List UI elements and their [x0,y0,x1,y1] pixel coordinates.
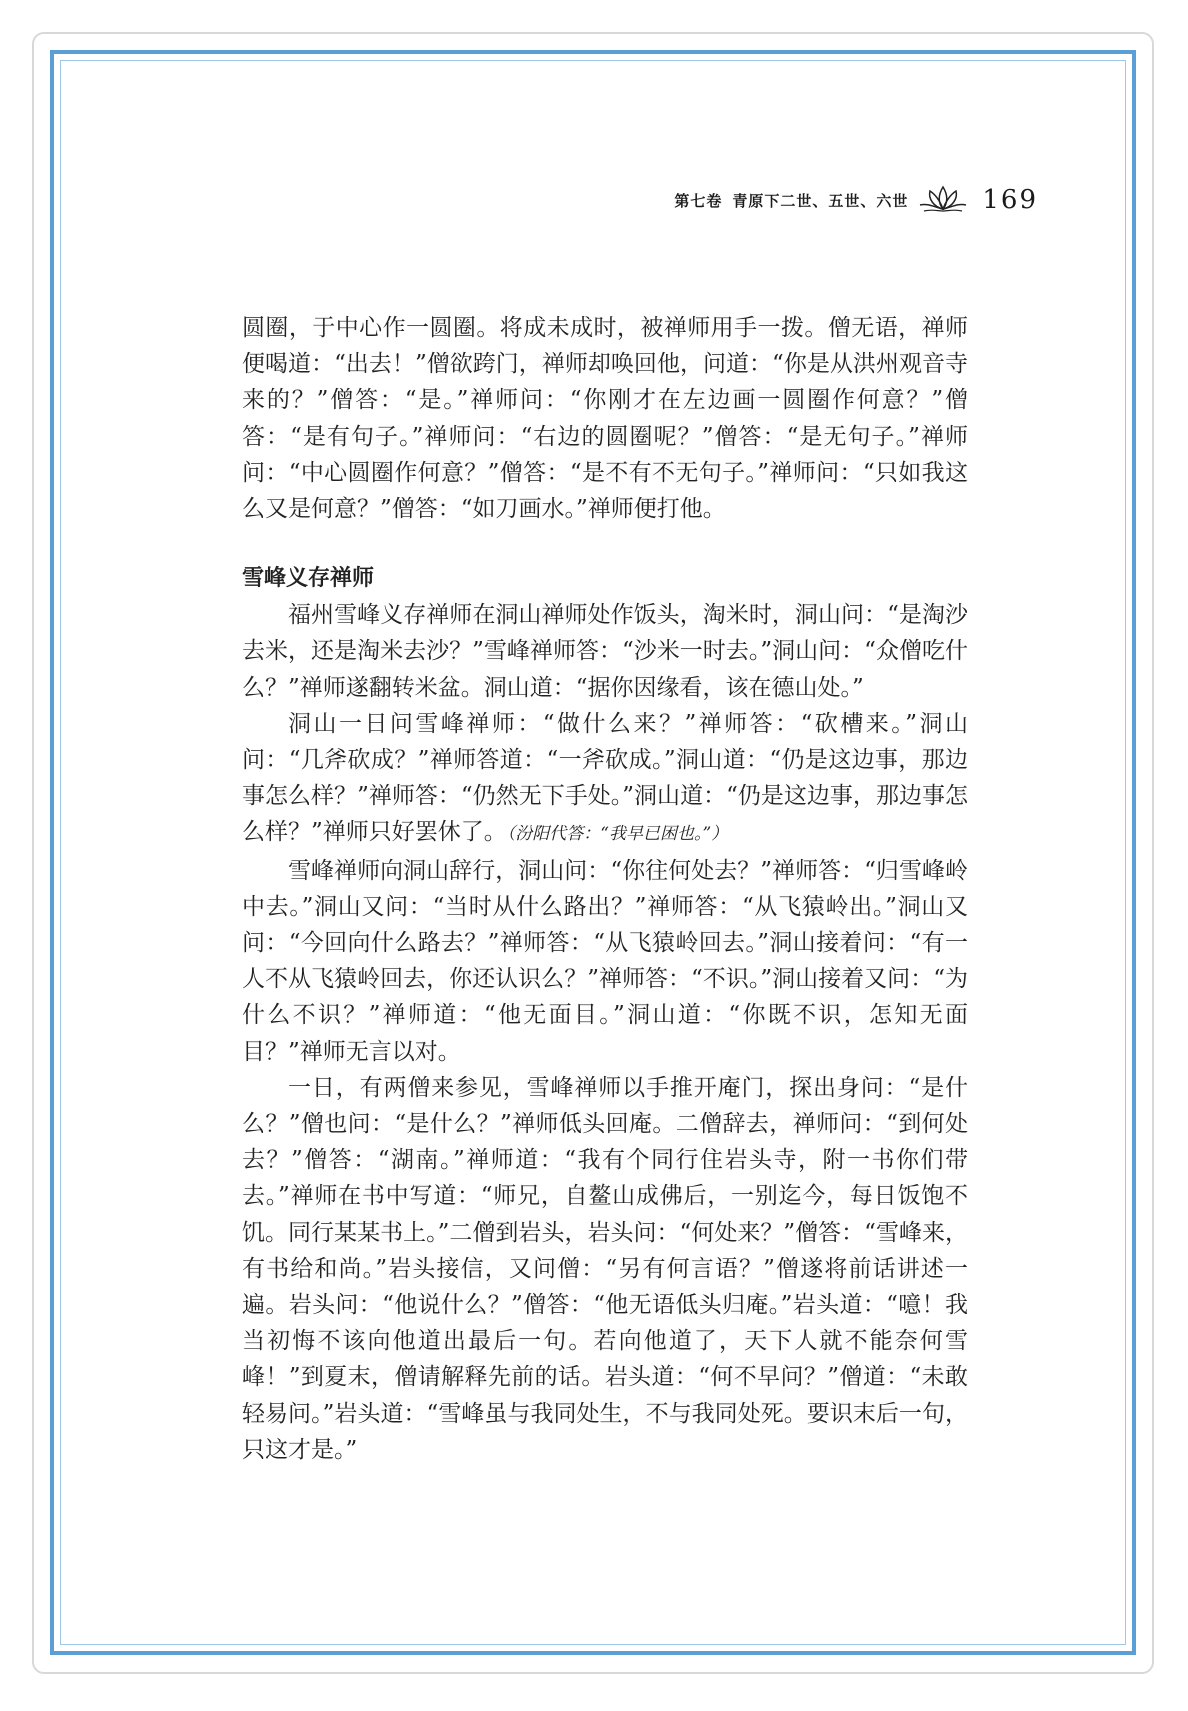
chapter-label: 第七卷 [674,191,723,210]
body-paragraph-2-text: 洞山一日问雪峰禅师：“做什么来？”禅师答：“砍槽来。”洞山问：“几斧砍成？”禅师答道：“一斧砍成。”洞山道：“仍是这边事，那边事怎么样？”禅师答：“仍然无下手处。”洞山道：“仍是这边事，那边事怎么样？”禅师只好罢休了。 [242,710,968,846]
intro-paragraph: 圆圈，于中心作一圆圈。将成未成时，被禅师用手一拨。僧无语，禅师便喝道：“出去！”僧欲跨门，禅师却唤回他，问道：“你是从洪州观音寺来的？”僧答：“是。”禅师问：“你刚才在左边画一圆圈作何意？”僧答：“是有句子。”禅师问：“右边的圆圈呢？”僧答：“是无句子。”禅师问：“中心圆圈作何意？”僧答：“是不有不无句子。”禅师问：“只如我这么又是何意？”僧答：“如刀画水。”禅师便打他。 [242,315,968,523]
section-label: 青原下二世、五世、六世 [732,191,909,210]
body-paragraph-3: 雪峰禅师向洞山辞行，洞山问：“你往何处去？”禅师答：“归雪峰岭中去。”洞山又问：“当时从什么路出？”禅师答：“从飞猿岭出。”洞山又问：“今回向什么路去？”禅师答：“从飞猿岭回去。”洞山接着问：“有一人不从飞猿岭回去，你还认识么？”禅师答：“不识。”洞山接着又问：“为什么不识？”禅师道：“他无面目。”洞山道：“你既不识，怎知无面目？”禅师无言以对。 [242,857,968,1065]
running-header [674,183,1038,217]
section-heading: 雪峰义存禅师 [242,566,375,592]
body-paragraph-1: 福州雪峰义存禅师在洞山禅师处作饭头，淘米时，洞山问：“是淘沙去米，还是淘米去沙？”雪峰禅师答：“沙米一时去。”洞山问：“众僧吃什么？”禅师遂翻转米盆。洞山道：“据你因缘看，该在德山处。” [242,602,968,701]
inline-annotation: （汾阳代答：“我早已困也。”） [506,824,729,845]
page-number: 169 [982,185,1038,215]
lotus-icon [918,183,968,217]
body-paragraph-2 [242,706,968,853]
body-paragraph-4: 一日，有两僧来参见，雪峰禅师以手推开庵门，探出身问：“是什么？”僧也问：“是什么？”禅师低头回庵。二僧辞去，禅师问：“到何处去？”僧答：“湖南。”禅师道：“我有个同行住岩头寺，附一书你们带去。”禅师在书中写道：“师兄，自鳌山成佛后，一别迄今，每日饭饱不饥。同行某某书上。”二僧到岩头，岩头问：“何处来？”僧答：“雪峰来，有书给和尚。”岩头接信，又问僧：“另有何言语？”僧遂将前话讲述一遍。岩头问：“他说什么？”僧答：“他无语低头归庵。”岩头道：“噫！我当初悔不该向他道出最后一句。若向他道了，天下人就不能奈何雪峰！”到夏末，僧请解释先前的话。岩头道：“何不早问？”僧道：“未敢轻易问。”岩头道：“雪峰虽与我同处生，不与我同处死。要识末后一句，只这才是。” [242,1074,968,1463]
page-body [242,310,968,1468]
